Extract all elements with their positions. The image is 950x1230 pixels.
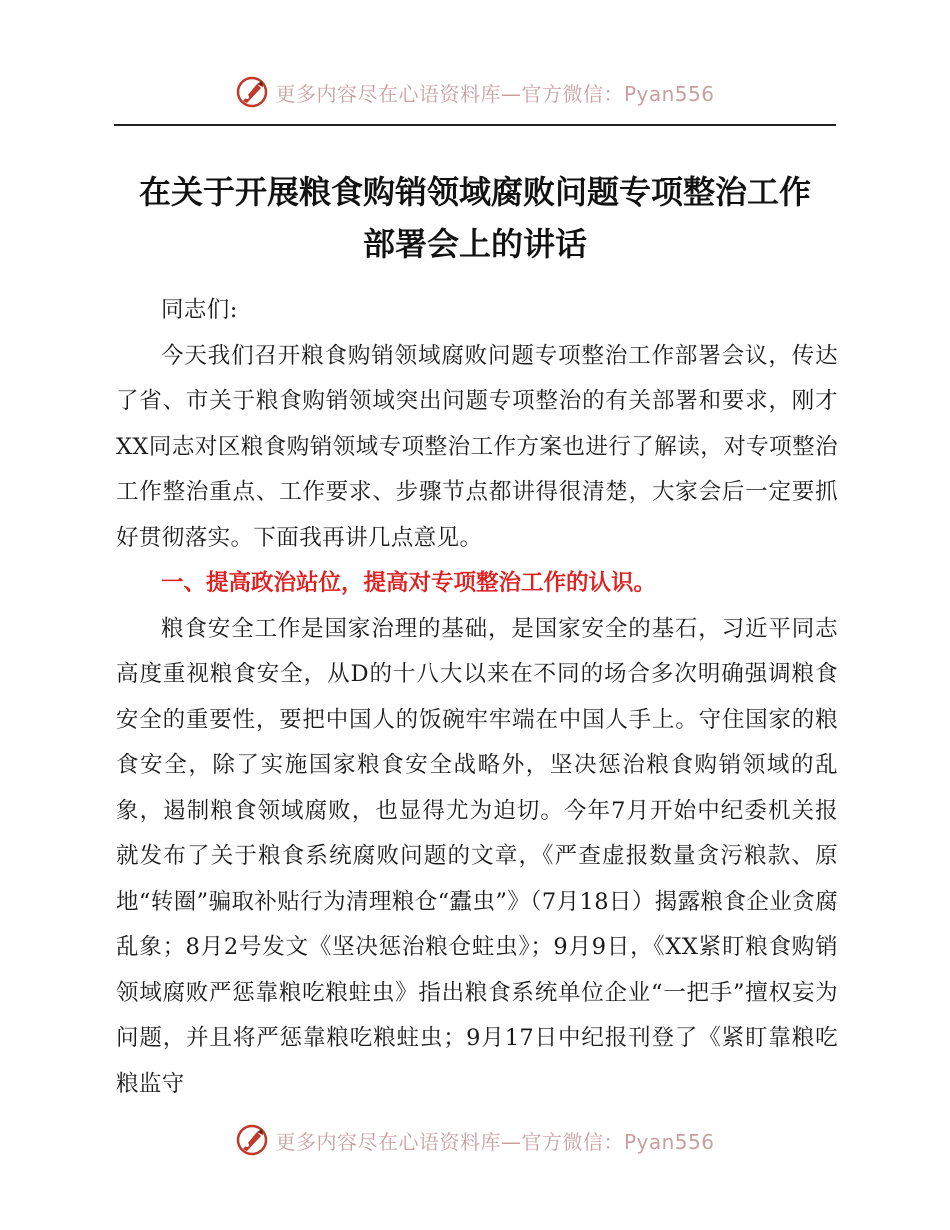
pen-logo-icon: [235, 75, 269, 109]
salutation: 同志们:: [161, 297, 238, 323]
footer-banner-text: 更多内容尽在心语资料库—官方微信：Pyan556: [275, 1129, 715, 1154]
document-body-viewport: [110, 288, 850, 1097]
section-heading-1: 一、提高政治站位，提高对专项整治工作的认识。: [161, 570, 657, 596]
document-title: [100, 166, 850, 270]
title-line-1: 在关于开展粮食购销领域腐败问题专项整治工作: [138, 173, 811, 211]
paragraph-2: 粮食安全工作是国家治理的基础，是国家安全的基石，习近平同志高度重视粮食安全，从D的十八大以来在不同的场合多次明确强调粮食安全的重要性，要把中国人的饭碗牢牢端在中国人手上。守住国家的粮食安全，除了实施国家粮食安全战略外，坚决惩治粮食购销领域的乱象，遏制粮食领域腐败，也显得尤为迫切。今年7月开始中纪委机关报就发布了关于粮食系统腐败问题的文章，《严查虚报数量贪污粮款、原地“转圈”骗取补贴行为清理粮仓“蠹虫”》（7月18日）揭露粮食企业贪腐乱象；8月2号发文《坚决惩治粮仓蛀虫》；9月9日，《XX紧盯粮食购销领域腐败严惩靠粮吃粮蛀虫》指出粮食系统单位企业“一把手”擅权妄为问题，并且将严惩靠粮吃粮蛀虫；9月17日中纪报刊登了《紧盯靠粮吃粮监守: [116, 615, 838, 1097]
pen-logo-icon: [235, 1123, 269, 1157]
footer-banner: [0, 1120, 950, 1160]
header-banner: [0, 72, 950, 112]
title-line-2: 部署会上的讲话: [362, 225, 587, 263]
paragraph-1: 今天我们召开粮食购销领域腐败问题专项整治工作部署会议，传达了省、市关于粮食购销领域突出问题专项整治的有关部署和要求，刚才XX同志对区粮食购销领域专项整治工作方案也进行了解读，对专项整治工作整治重点、工作要求、步骤节点都讲得很清楚，大家会后一定要抓好贯彻落实。下面我再讲几点意见。: [116, 342, 838, 551]
header-divider: [114, 124, 836, 126]
header-banner-text: 更多内容尽在心语资料库—官方微信：Pyan556: [275, 81, 715, 106]
document-body: [110, 288, 838, 1107]
